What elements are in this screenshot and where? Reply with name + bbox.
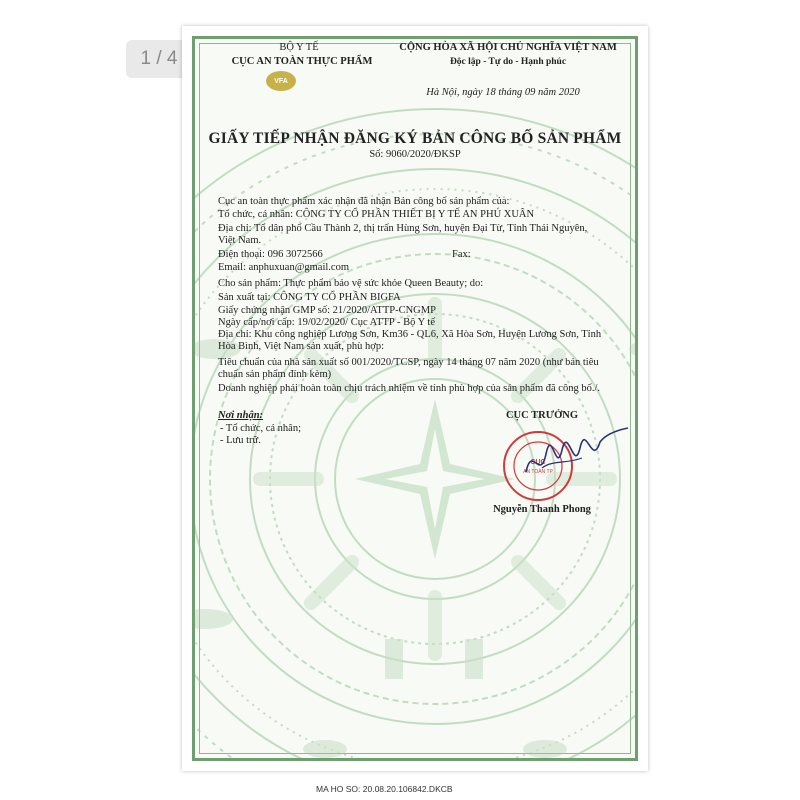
- document-title: GIẤY TIẾP NHẬN ĐĂNG KÝ BẢN CÔNG BỐ SẢN PHẨM: [208, 130, 622, 147]
- responsibility-statement: Doanh nghiệp phải hoàn toàn chịu trách nhiệm về tính phù hợp của sản phẩm đã công bố./.: [218, 383, 600, 394]
- address-label: Địa chỉ:: [218, 223, 252, 234]
- document-page: [182, 26, 648, 771]
- signer-position: CỤC TRƯỞNG: [505, 410, 579, 421]
- email-label: Email:: [218, 262, 246, 273]
- ministry-name: BỘ Y TẾ: [279, 42, 319, 53]
- organization-line: [218, 209, 534, 221]
- nation-title: CỘNG HÒA XÃ HỘI CHỦ NGHĨA VIỆT NAM: [399, 42, 617, 53]
- agency-name: CỤC AN TOÀN THỰC PHẨM: [231, 56, 373, 67]
- organization-value: CÔNG TY CỔ PHẦN THIẾT BỊ Y TẾ AN PHÚ XUÂN: [295, 209, 535, 220]
- recipient-item: - Lưu trữ.: [220, 435, 261, 446]
- handwritten-signature: [522, 424, 632, 486]
- phone-value: 096 3072566: [267, 249, 323, 260]
- factory-line-1: Địa chỉ: Khu công nghiệp Lương Sơn, Km36 - QL6, Xã Hòa Sơn, Huyện Lương Sơn, Tỉnh: [218, 329, 602, 340]
- issue-line: Ngày cấp/nơi cấp: 19/02/2020/ Cục ATTP - Bộ Y tế: [218, 317, 435, 328]
- address-line-2: Việt Nam.: [218, 235, 262, 246]
- organization-label: Tổ chức, cá nhân:: [218, 209, 294, 220]
- signer-name: Nguyễn Thanh Phong: [493, 504, 591, 515]
- recipient-item: - Tổ chức, cá nhân;: [220, 423, 302, 434]
- email-value: anphuxuan@gmail.com: [248, 262, 349, 273]
- intro-text: Cục an toàn thực phẩm xác nhận đã nhận Bản công bố sản phẩm của:: [218, 196, 510, 207]
- place-date: Hà Nội, ngày 18 tháng 09 năm 2020: [426, 87, 580, 98]
- producer-line: [218, 292, 401, 304]
- dossier-code: MA HO SO: 20.08.20.106842.DKCB: [316, 784, 453, 794]
- phone-label: Điện thoại:: [218, 249, 265, 260]
- address-line-1: [218, 223, 587, 235]
- page-counter: 1 / 4: [126, 40, 192, 78]
- gmp-line: Giấy chứng nhận GMP số: 21/2020/ATTP-CNGMP: [218, 305, 436, 316]
- recipients-label: Nơi nhận:: [218, 410, 264, 421]
- national-motto: Độc lập - Tự do - Hạnh phúc: [449, 57, 567, 67]
- email-line: [218, 262, 349, 274]
- document-number: Số: 9060/2020/ĐKSP: [369, 149, 461, 160]
- standard-line-1: Tiêu chuẩn của nhà sản xuất số 001/2020/TCSP, ngày 14 tháng 07 năm 2020 (như bản tiêu: [218, 357, 599, 368]
- producer-value: CÔNG TY CỔ PHẦN BIGFA: [273, 292, 401, 303]
- svg-text:AN TOÀN TP: AN TOÀN TP: [523, 469, 553, 475]
- factory-line-2: Hòa Bình, Việt Nam sản xuất, phù hợp:: [218, 341, 385, 352]
- phone-line: [218, 249, 323, 261]
- vfa-logo: VFA: [266, 71, 296, 91]
- address-value: Tổ dân phố Cầu Thành 2, thị trấn Hùng Sơn, huyện Đại Từ, Tỉnh Thái Nguyên,: [253, 223, 588, 234]
- producer-label: Sản xuất tại:: [218, 292, 271, 303]
- svg-text:CỤC: CỤC: [530, 459, 546, 466]
- product-line: Cho sản phẩm: Thực phẩm bảo vệ sức khỏe Queen Beauty; do:: [218, 278, 484, 289]
- standard-line-2: chuẩn sản phẩm đính kèm): [218, 369, 332, 380]
- fax-label: Fax:: [452, 249, 471, 260]
